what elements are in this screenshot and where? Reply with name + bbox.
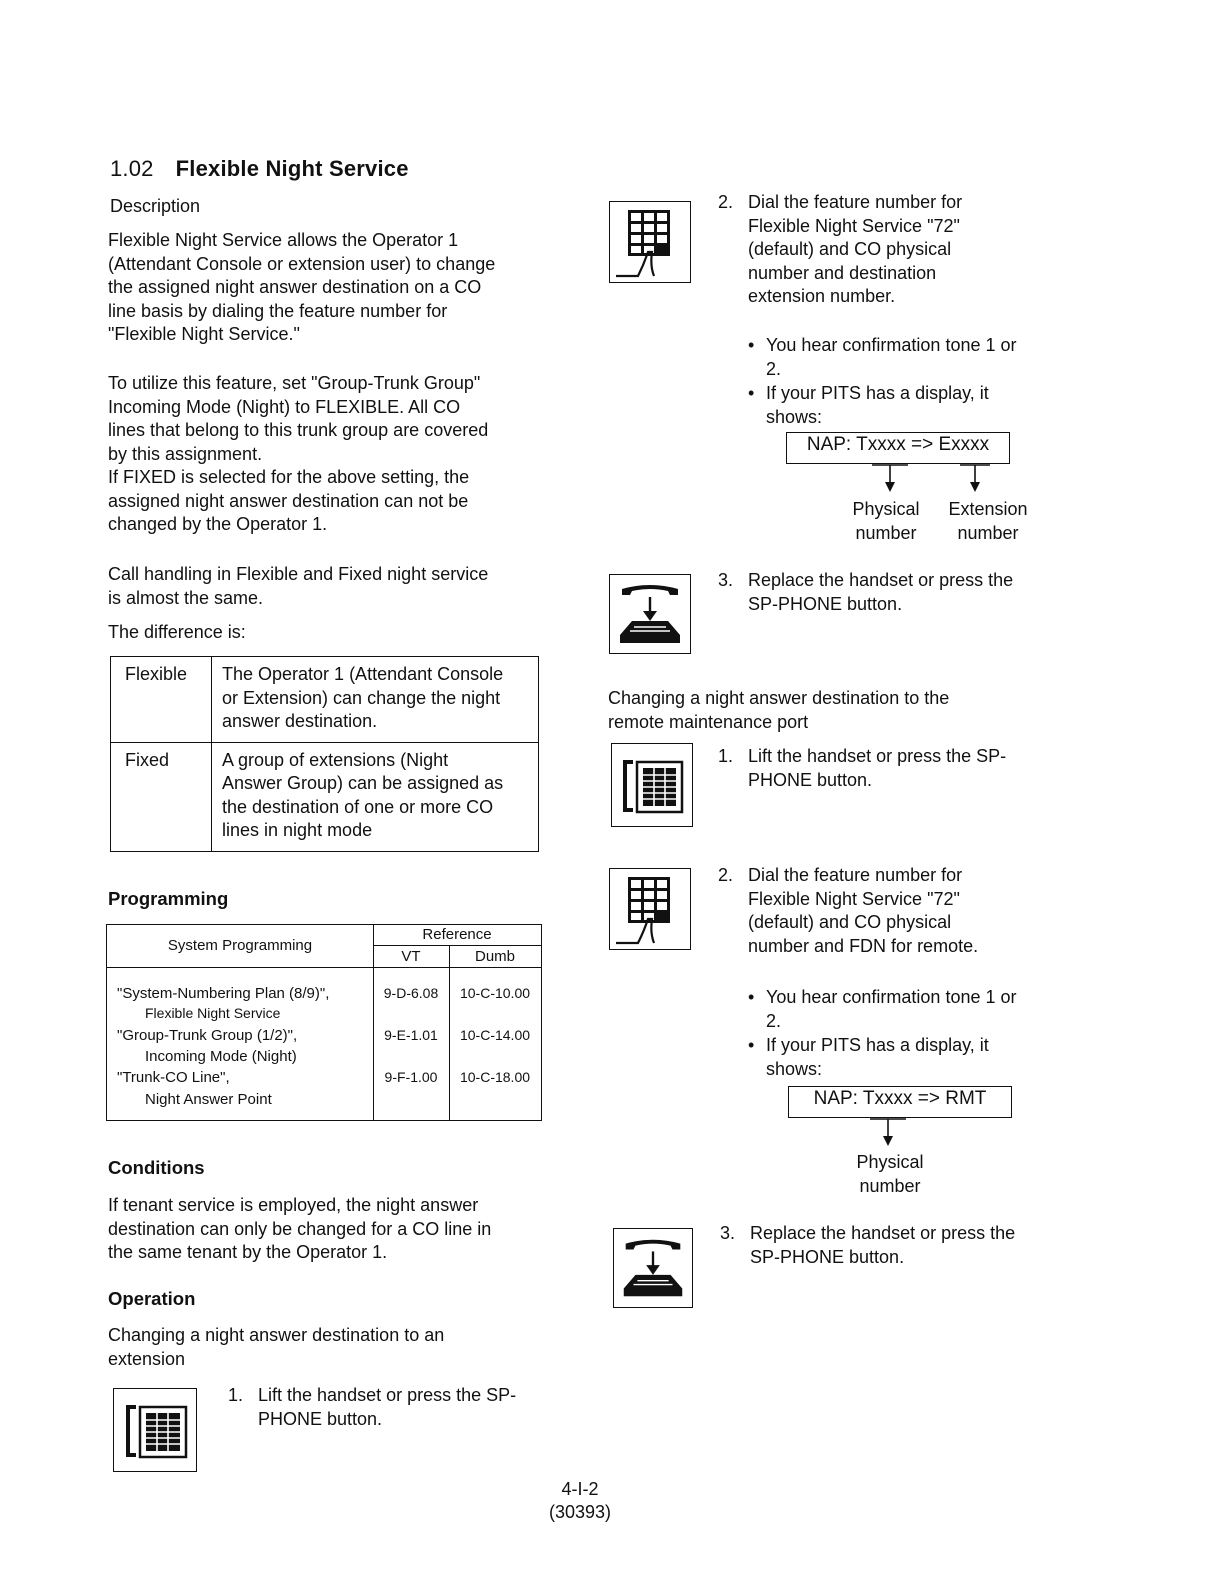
- dial-keypad-icon: [609, 201, 691, 283]
- text-line: PHONE button.: [258, 1408, 383, 1429]
- text-line: number: [859, 1175, 921, 1196]
- header-dumb: Dumb: [474, 948, 515, 965]
- row-item-title: "System-Numbering Plan (8/9)",: [117, 985, 330, 1002]
- text-line: Dial the feature number for: [748, 865, 963, 885]
- row-vt: 9-D-6.08: [383, 985, 439, 1001]
- text-line: Physical: [852, 499, 920, 519]
- table-row: [111, 657, 539, 743]
- bullet-text: You hear confirmation tone 1 or: [766, 335, 1017, 355]
- list-item: [748, 357, 1058, 381]
- section-name: Flexible Night Service: [175, 156, 409, 181]
- display-readout-remote: NAP: Txxxx => RMT: [788, 1086, 1012, 1118]
- header-vt: VT: [401, 948, 421, 965]
- display-pointer-arrow: [866, 1118, 910, 1152]
- text-line: Flexible Night Service "72": [748, 888, 960, 909]
- row-item-title: "Group-Trunk Group (1/2)",: [117, 1027, 298, 1044]
- description-cell: [212, 657, 539, 743]
- list-item: [748, 1009, 1058, 1033]
- text-line: Answer Group) can be assigned as: [222, 773, 504, 793]
- text-line: Flexible Night Service allows the Operator 1: [108, 230, 459, 250]
- text-line: Call handling in Flexible and Fixed night service: [108, 564, 489, 584]
- text-line: extension: [108, 1348, 186, 1369]
- conditions-heading: Conditions: [108, 1157, 205, 1178]
- programming-table: [106, 924, 542, 1121]
- step-number: 2.: [718, 865, 734, 885]
- text-line: If FIXED is selected for the above setting, the: [108, 467, 470, 487]
- text-line: Incoming Mode (Night) to FLEXIBLE. All CO: [108, 396, 461, 417]
- section-title: [110, 156, 409, 182]
- display-pointer-arrows: [860, 464, 1000, 498]
- difference-table: [110, 656, 539, 852]
- text-line: lines in night mode: [222, 820, 373, 840]
- step-text: [748, 745, 1006, 792]
- step-number: 1.: [228, 1385, 244, 1405]
- description-paragraph-2: [108, 372, 558, 537]
- bullet-text: 2.: [766, 1011, 782, 1031]
- text-line: A group of extensions (Night: [222, 749, 449, 770]
- text-line: Dial the feature number for: [748, 192, 963, 212]
- conditions-text: [108, 1194, 558, 1265]
- bullet-text: shows:: [766, 407, 823, 427]
- operation-heading: Operation: [108, 1288, 196, 1309]
- text-line: number and destination: [748, 262, 937, 283]
- lift-handset-icon: [611, 743, 693, 827]
- text-line: Lift the handset or press the SP-: [748, 746, 1007, 766]
- list-item: • You hear confirmation tone 1 or: [748, 987, 1017, 1007]
- step-text: [258, 1384, 516, 1431]
- text-line: assigned night answer destination can not be: [108, 490, 469, 511]
- step-text: [748, 191, 962, 309]
- row-item-subtitle: Night Answer Point: [145, 1091, 272, 1108]
- text-line: Flexible Night Service "72": [748, 215, 960, 236]
- text-line: answer destination.: [222, 711, 378, 731]
- mode-cell: Fixed: [111, 742, 212, 851]
- bullet-text: You hear confirmation tone 1 or: [766, 987, 1017, 1007]
- step-text: [750, 1222, 1015, 1269]
- text-line: If tenant service is employed, the night answer: [108, 1195, 479, 1215]
- text-line: the assigned night answer destination on a CO: [108, 277, 482, 297]
- replace-handset-icon: [613, 1228, 693, 1308]
- text-line: Replace the handset or press the: [748, 570, 1014, 590]
- document-code: (30393): [548, 1502, 612, 1522]
- row-item-subtitle: Flexible Night Service: [145, 1005, 281, 1021]
- list-item: • If your PITS has a display, it: [748, 1035, 989, 1055]
- physical-number-label: [840, 498, 932, 545]
- step-text: [748, 569, 1013, 616]
- text-line: the destination of one or more CO: [222, 796, 494, 817]
- text-line: remote maintenance port: [608, 711, 809, 732]
- display-readout-extension: NAP: Txxxx => Exxxx: [786, 432, 1010, 464]
- physical-number-label: [840, 1151, 940, 1198]
- text-line: PHONE button.: [748, 769, 873, 790]
- mode-cell: Flexible: [111, 657, 212, 743]
- text-line: Changing a night answer destination to an: [108, 1325, 445, 1345]
- text-line: destination can only be changed for a CO line in: [108, 1218, 492, 1239]
- text-line: line basis by dialing the feature number for: [108, 300, 448, 321]
- page-number: 4-I-2: [561, 1479, 599, 1499]
- text-line: Lift the handset or press the SP-: [258, 1385, 517, 1405]
- row-item-subtitle: Incoming Mode (Night): [145, 1048, 297, 1065]
- row-dumb: 10-C-18.00: [459, 1069, 531, 1085]
- text-line: SP-PHONE button.: [750, 1246, 905, 1267]
- dial-keypad-icon: [609, 868, 691, 950]
- text-line: changed by the Operator 1.: [108, 514, 328, 534]
- text-line: the same tenant by the Operator 1.: [108, 1242, 388, 1262]
- row-dumb: 10-C-10.00: [459, 985, 531, 1001]
- text-line: "Flexible Night Service.": [108, 324, 300, 344]
- list-item: [748, 1057, 1058, 1081]
- text-line: number and FDN for remote.: [748, 935, 979, 956]
- bullet-text: 2.: [766, 359, 782, 379]
- row-item-title: "Trunk-CO Line",: [117, 1069, 230, 1086]
- table-row: [111, 742, 539, 851]
- text-line: or Extension) can change the night: [222, 687, 501, 708]
- text-line: The Operator 1 (Attendant Console: [222, 664, 504, 684]
- step-number: 2.: [718, 192, 734, 212]
- bullet-text: shows:: [766, 1059, 823, 1079]
- description-paragraph-4: The difference is:: [108, 622, 246, 642]
- text-line: To utilize this feature, set "Group-Trunk Group": [108, 373, 481, 393]
- bullet-text: If your PITS has a display, it: [766, 1035, 989, 1055]
- row-dumb: 10-C-14.00: [459, 1027, 531, 1043]
- header-reference: Reference: [422, 926, 492, 943]
- row-vt: 9-F-1.00: [384, 1069, 438, 1085]
- step-text: [748, 864, 978, 958]
- step-number: 3.: [720, 1223, 736, 1243]
- text-line: Replace the handset or press the: [750, 1223, 1016, 1243]
- description-paragraph-3: [108, 563, 558, 610]
- text-line: (Attendant Console or extension user) to change: [108, 253, 496, 274]
- text-line: is almost the same.: [108, 587, 264, 608]
- list-item: • If your PITS has a display, it: [748, 383, 989, 403]
- step-number: 1.: [718, 746, 734, 766]
- text-line: Extension: [948, 499, 1028, 519]
- text-line: SP-PHONE button.: [748, 593, 903, 614]
- step-2-remote-notes: [748, 985, 1058, 1081]
- description-heading: Description: [110, 196, 201, 216]
- list-item: • You hear confirmation tone 1 or: [748, 335, 1017, 355]
- description-paragraph-1: [108, 229, 558, 347]
- replace-handset-icon: [609, 574, 691, 654]
- text-line: Physical: [856, 1152, 924, 1172]
- text-line: Changing a night answer destination to the: [608, 688, 950, 708]
- text-line: number: [855, 522, 917, 543]
- text-line: number: [957, 522, 1019, 543]
- programming-heading: Programming: [108, 888, 229, 909]
- description-cell: [212, 742, 539, 851]
- bullet-text: If your PITS has a display, it: [766, 383, 989, 403]
- extension-number-label: [938, 498, 1038, 545]
- operation-subheading-1: [108, 1324, 558, 1371]
- text-line: (default) and CO physical: [748, 912, 952, 932]
- header-system-programming: System Programming: [167, 937, 313, 954]
- list-item: [748, 405, 1058, 429]
- row-vt: 9-E-1.01: [384, 1027, 438, 1043]
- section-number: 1.02: [110, 156, 154, 181]
- text-line: (default) and CO physical: [748, 239, 952, 259]
- step-number: 3.: [718, 570, 734, 590]
- operation-subheading-2: [608, 687, 1058, 734]
- page-footer: [530, 1478, 630, 1524]
- lift-handset-icon: [113, 1388, 197, 1472]
- step-2-notes: [748, 333, 1058, 429]
- text-line: lines that belong to this trunk group are covered: [108, 420, 489, 440]
- text-line: extension number.: [748, 286, 896, 306]
- text-line: by this assignment.: [108, 443, 263, 464]
